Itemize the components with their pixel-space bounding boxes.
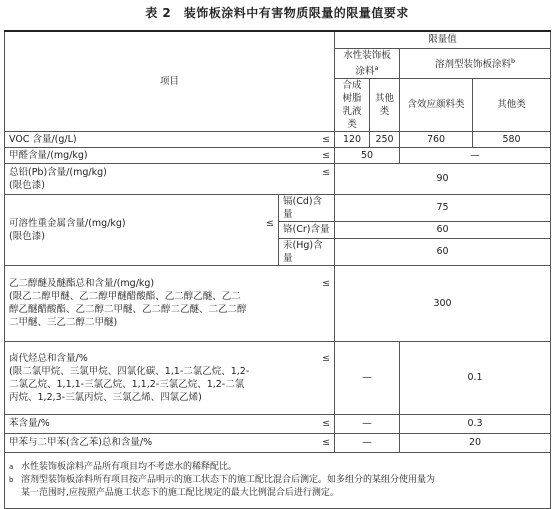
row-toluene-label: 甲苯与二甲苯(含乙苯)总和含量/% ≤ xyxy=(5,433,335,452)
halo-solvent-value: 0.1 xyxy=(400,341,551,414)
cr-label: 铬(Cr)含量 xyxy=(279,221,335,238)
hg-label: 汞(Hg)含量 xyxy=(279,238,335,265)
table-caption: 表 2 装饰板涂料中有害物质限量的限量值要求 xyxy=(145,6,409,20)
toluene-water-value: — xyxy=(335,433,400,452)
table-notes xyxy=(5,452,551,508)
toluene-solvent-value: 20 xyxy=(400,433,551,452)
formaldehyde-solvent-value: — xyxy=(400,147,551,163)
row-benzene-label: 苯含量/% ≤ xyxy=(5,414,335,433)
limits-table xyxy=(4,30,551,509)
row-glycol-label: 乙二醇醚及醚酯总和含量/(mg/kg) ≤ (限乙二醇甲醚、乙二醇甲醚醋酸酯、乙二醇乙醚、乙二 醇乙醚醋酸酯、乙二醇二甲醚、乙二醇二乙醚、二乙二醇 二甲醚、三乙二醇二甲醚) xyxy=(5,265,335,341)
voc-value-3: 760 xyxy=(400,131,473,147)
voc-value-1: 120 xyxy=(335,131,370,147)
header-water: 水性装饰板涂料$^a$ xyxy=(335,48,400,78)
header-solvent-sub2: 其他类 xyxy=(473,78,551,131)
cd-value: 75 xyxy=(335,194,551,221)
benzene-water-value: — xyxy=(335,414,400,433)
row-lead-label: 总铅(Pb)含量/(mg/kg) ≤ (限色漆) xyxy=(5,163,335,194)
row-halo-label: 卤代烃总和含量/% ≤ (限二氯甲烷、三氯甲烷、四氯化碳、1,1-二氯乙烷、1,2- 二氯乙烷、1,1,1-三氯乙烷、1,1,2-三氯乙烷、1,2-二氯 丙烷、1,2,3-三氯丙烷、三氯乙烯、四氯乙烯) xyxy=(5,341,335,414)
note-a: a 水性装饰板涂料产品所有项目均不考虑水的稀释配比。 xyxy=(9,461,238,472)
voc-value-2: 250 xyxy=(370,131,400,147)
row-heavy-metal-label: 可溶性重金属含量/(mg/kg) ≤ (限色漆) xyxy=(5,194,279,265)
cd-label: 镉(Cd)含量 xyxy=(279,194,335,221)
header-water-sub1: 合成树脂乳液类 xyxy=(335,78,370,131)
header-water-sub2: 其他类 xyxy=(370,78,400,131)
glycol-value: 300 xyxy=(335,265,551,341)
lead-value: 90 xyxy=(335,163,551,194)
hg-value: 60 xyxy=(335,238,551,265)
header-solvent-sub1: 含效应颜料类 xyxy=(400,78,473,131)
header-limit: 限量值 xyxy=(335,31,551,48)
halo-water-value: — xyxy=(335,341,400,414)
row-voc-label: VOC 含量/(g/L) ≤ xyxy=(5,131,335,147)
cr-value: 60 xyxy=(335,221,551,238)
header-item: 项目 xyxy=(5,31,335,131)
note-b: b 溶剂型装饰板涂料所有项目按产品明示的施工状态下的施工配比混合后测定。如多组分的某组分使用量为 某一范围时,应按照产品施工状态下的施工配比规定的最大比例混合后进行测定。 xyxy=(9,474,436,498)
row-formaldehyde-label: 甲醛含量/(mg/kg) ≤ xyxy=(5,147,335,163)
benzene-solvent-value: 0.3 xyxy=(400,414,551,433)
voc-value-4: 580 xyxy=(473,131,551,147)
header-solvent: 溶剂型装饰板涂料$^b$ xyxy=(400,48,551,78)
formaldehyde-water-value: 50 xyxy=(335,147,400,163)
